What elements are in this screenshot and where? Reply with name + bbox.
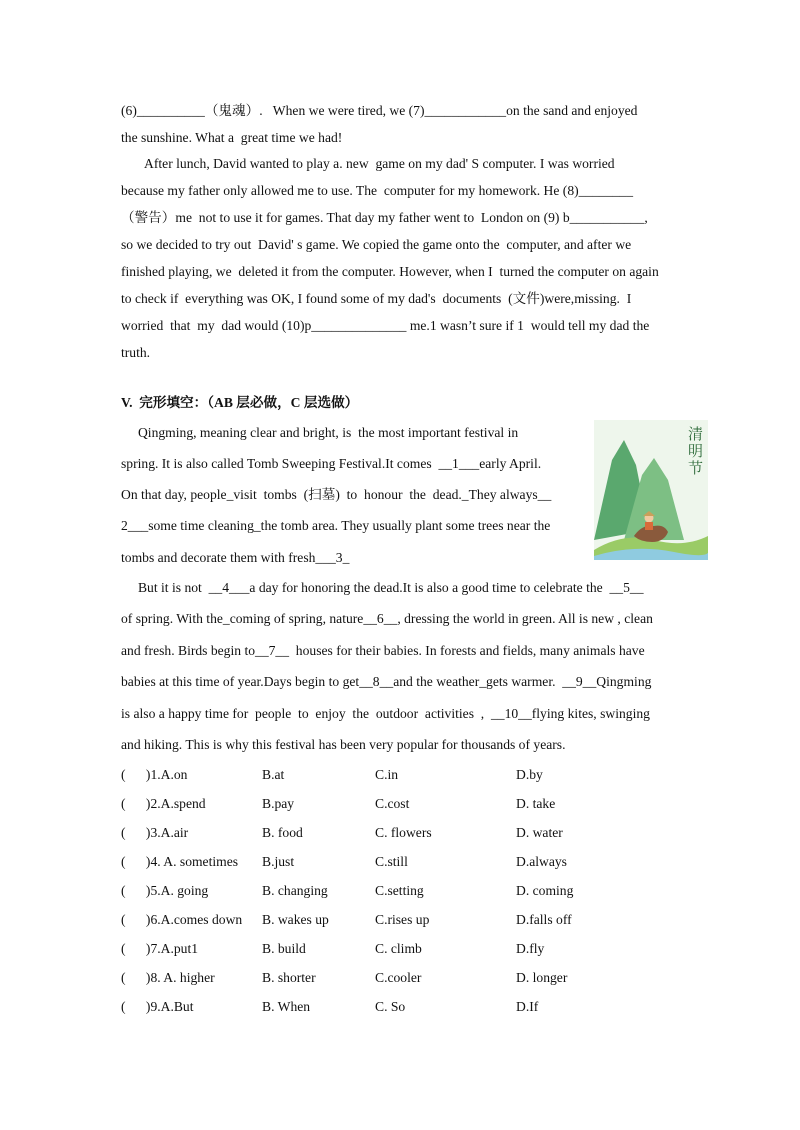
- question-3-option-a: ( )3.A.air: [121, 825, 189, 840]
- question-6-option-a: ( )6.A.comes down: [121, 912, 243, 927]
- passage-line-9: worried that my dad would (10)p______________ me.1 wasn’t sure if 1 would tell my dad the: [121, 318, 650, 333]
- question-6-option-d: D.falls off: [516, 912, 572, 927]
- question-1-option-a: ( )1.A.on: [121, 767, 188, 782]
- illustration-title: 清明节: [688, 425, 704, 477]
- passage-line-1: (6)__________（鬼魂）. When we were tired, we (7)____________on the sand and enjoyed: [121, 103, 638, 118]
- question-8-option-b: B. shorter: [262, 970, 316, 985]
- passage-line-8: to check if everything was OK, I found some of my dad's documents (文件)were,missing. I: [121, 291, 632, 306]
- cloze-line-9: babies at this time of year.Days begin to get__8__and the weather_gets warmer. __9__Qingming: [121, 674, 652, 689]
- cloze-line-1: Qingming, meaning clear and bright, is the most important festival in: [121, 425, 519, 440]
- question-7-option-b: B. build: [262, 941, 306, 956]
- question-4-option-b: B.just: [262, 854, 295, 869]
- cloze-line-8: and fresh. Birds begin to__7__ houses for their babies. In forests and fields, many animals have: [121, 643, 645, 658]
- question-2-option-b: B.pay: [262, 796, 295, 811]
- question-5-option-a: ( )5.A. going: [121, 883, 209, 898]
- question-7-option-a: ( )7.A.put1: [121, 941, 199, 956]
- question-9-option-a: ( )9.A.But: [121, 999, 194, 1014]
- question-9-option-d: D.If: [516, 999, 539, 1014]
- question-7-option-c: C. climb: [375, 941, 422, 956]
- cloze-line-10: is also a happy time for people to enjoy the outdoor activities , __10__flying kites, swinging: [121, 706, 650, 721]
- cloze-line-4: 2___some time cleaning_the tomb area. They usually plant some trees near the: [121, 518, 551, 533]
- question-7-option-d: D.fly: [516, 941, 545, 956]
- cloze-line-6: But it is not __4___a day for honoring the dead.It is also a good time to celebrate the __5__: [121, 580, 644, 595]
- question-9-option-c: C. So: [375, 999, 406, 1014]
- question-4-option-a: ( )4. A. sometimes: [121, 854, 239, 869]
- question-2-option-c: C.cost: [375, 796, 410, 811]
- question-8-option-c: C.cooler: [375, 970, 422, 985]
- passage-line-6: so we decided to try out David' s game. We copied the game onto the computer, and after we: [121, 237, 632, 252]
- question-8-option-d: D. longer: [516, 970, 568, 985]
- cloze-line-2: spring. It is also called Tomb Sweeping Festival.It comes __1___early April.: [121, 456, 542, 471]
- question-4-option-c: C.still: [375, 854, 408, 869]
- section-v-heading: V. 完形填空：（AB 层必做，C 层选做）: [121, 395, 359, 410]
- cloze-line-7: of spring. With the_coming of spring, nature__6__, dressing the world in green. All is new , clean: [121, 611, 653, 626]
- cloze-line-11: and hiking. This is why this festival has been very popular for thousands of years.: [121, 737, 566, 752]
- child-body-icon: [645, 522, 653, 530]
- question-5-option-b: B. changing: [262, 883, 328, 898]
- question-5-option-d: D. coming: [516, 883, 574, 898]
- question-3-option-b: B. food: [262, 825, 303, 840]
- passage-line-7: finished playing, we deleted it from the computer. However, when I turned the computer on again: [121, 264, 659, 279]
- question-1-option-b: B.at: [262, 767, 285, 782]
- passage-line-10: truth.: [121, 345, 151, 360]
- passage-line-4: because my father only allowed me to use. The computer for my homework. He (8)________: [121, 183, 634, 198]
- question-9-option-b: B. When: [262, 999, 311, 1014]
- cloze-line-5: tombs and decorate them with fresh___3_: [121, 550, 350, 565]
- question-8-option-a: ( )8. A. higher: [121, 970, 215, 985]
- passage-line-2: the sunshine. What a great time we had!: [121, 130, 343, 145]
- question-6-option-b: B. wakes up: [262, 912, 329, 927]
- cloze-line-3: On that day, people_visit tombs (扫墓) to honour the dead._They always__: [121, 487, 552, 502]
- passage-line-5: （警告）me not to use it for games. That day my father went to London on (9) b___________,: [121, 210, 648, 225]
- question-5-option-c: C.setting: [375, 883, 424, 898]
- question-2-option-d: D. take: [516, 796, 556, 811]
- question-2-option-a: ( )2.A.spend: [121, 796, 206, 811]
- qingming-illustration: [594, 420, 708, 560]
- question-3-option-c: C. flowers: [375, 825, 432, 840]
- question-1-option-d: D.by: [516, 767, 543, 782]
- question-3-option-d: D. water: [516, 825, 563, 840]
- question-6-option-c: C.rises up: [375, 912, 430, 927]
- passage-line-3: After lunch, David wanted to play a. new game on my dad' S computer. I was worried: [121, 156, 615, 171]
- question-4-option-d: D.always: [516, 854, 567, 869]
- question-1-option-c: C.in: [375, 767, 399, 782]
